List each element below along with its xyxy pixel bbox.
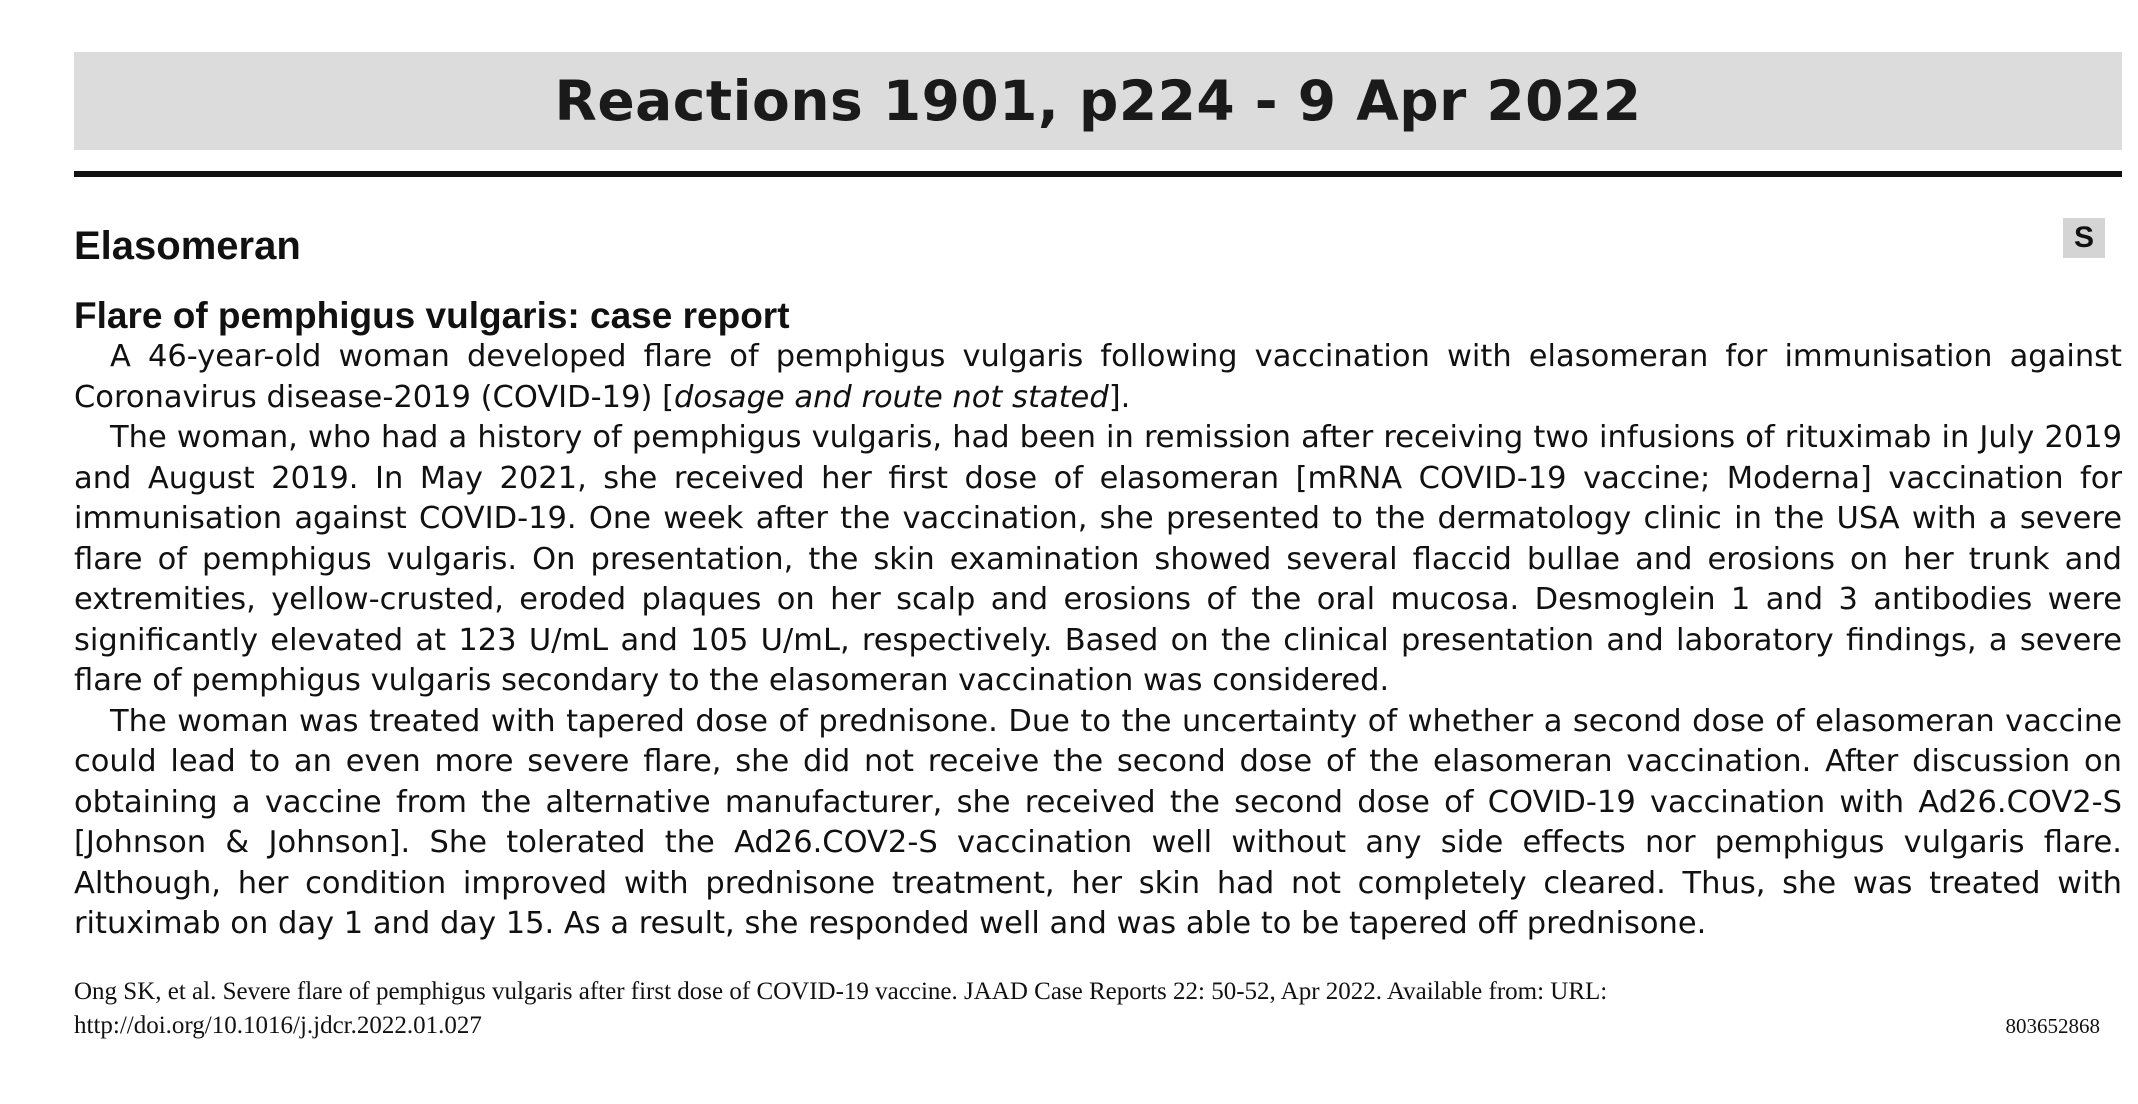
page-title: Reactions 1901, p224 - 9 Apr 2022	[554, 69, 1642, 133]
drug-name-heading: Elasomeran	[74, 224, 301, 268]
body-paragraph-1	[74, 337, 2122, 418]
citation-reference: Ong SK, et al. Severe flare of pemphigus vulgaris after first dose of COVID-19 vaccine. JAAD Case Reports 22: 50-52, Apr 2022. Available from: URL: http://doi.org/10.1016/j.jdcr.2022.01.027	[74, 978, 1608, 1039]
article-body	[74, 337, 2122, 945]
record-id: 803652868	[2005, 1014, 2100, 1038]
section-badge: S	[2063, 218, 2105, 258]
header-bar	[74, 52, 2122, 150]
paragraph-1-text-start: A 46-year-old woman developed flare of pemphigus vulgaris following vaccination with elasomeran for immunisation against Coronavirus disease-2019 (COVID-19) [	[74, 339, 2122, 415]
body-paragraph-2: The woman, who had a history of pemphigus vulgaris, had been in remission after receiving two infusions of rituximab in July 2019 and August 2019. In May 2021, she received her first dose of elasomeran [mRNA COVID-19 vaccine; Moderna] vaccination for immunisation against COVID-19. One week after the vaccination, she presented to the dermatology clinic in the USA with a severe flare of pemphigus vulgaris. On presentation, the skin examination showed several flaccid bullae and erosions on her trunk and extremities, yellow-crusted, eroded plaques on her scalp and erosions of the oral mucosa. Desmoglein 1 and 3 antibodies were significantly elevated at 123 U/mL and 105 U/mL, respectively. Based on the clinical presentation and laboratory findings, a severe flare of pemphigus vulgaris secondary to the elasomeran vaccination was considered.	[74, 420, 2122, 698]
paragraph-1-text-end: ].	[1108, 379, 1131, 415]
article-title: Flare of pemphigus vulgaris: case report	[74, 295, 790, 336]
body-paragraph-3: The woman was treated with tapered dose of prednisone. Due to the uncertainty of whether a second dose of elasomeran vaccine could lead to an even more severe flare, she did not receive the second dose of the elasomeran vaccination. After discussion on obtaining a vaccine from the alternative manufacturer, she received the second dose of COVID-19 vaccination with Ad26.COV2-S [Johnson & Johnson]. She tolerated the Ad26.COV2-S vaccination well without any side effects nor pemphigus vulgaris flare. Although, her condition improved with prednisone treatment, her skin had not completely cleared. Thus, she was treated with rituximab on day 1 and day 15. As a result, she responded well and was able to be tapered off prednisone.	[74, 703, 2122, 941]
header-divider	[74, 171, 2122, 177]
paragraph-1-italic-text: dosage and route not stated	[673, 379, 1109, 415]
